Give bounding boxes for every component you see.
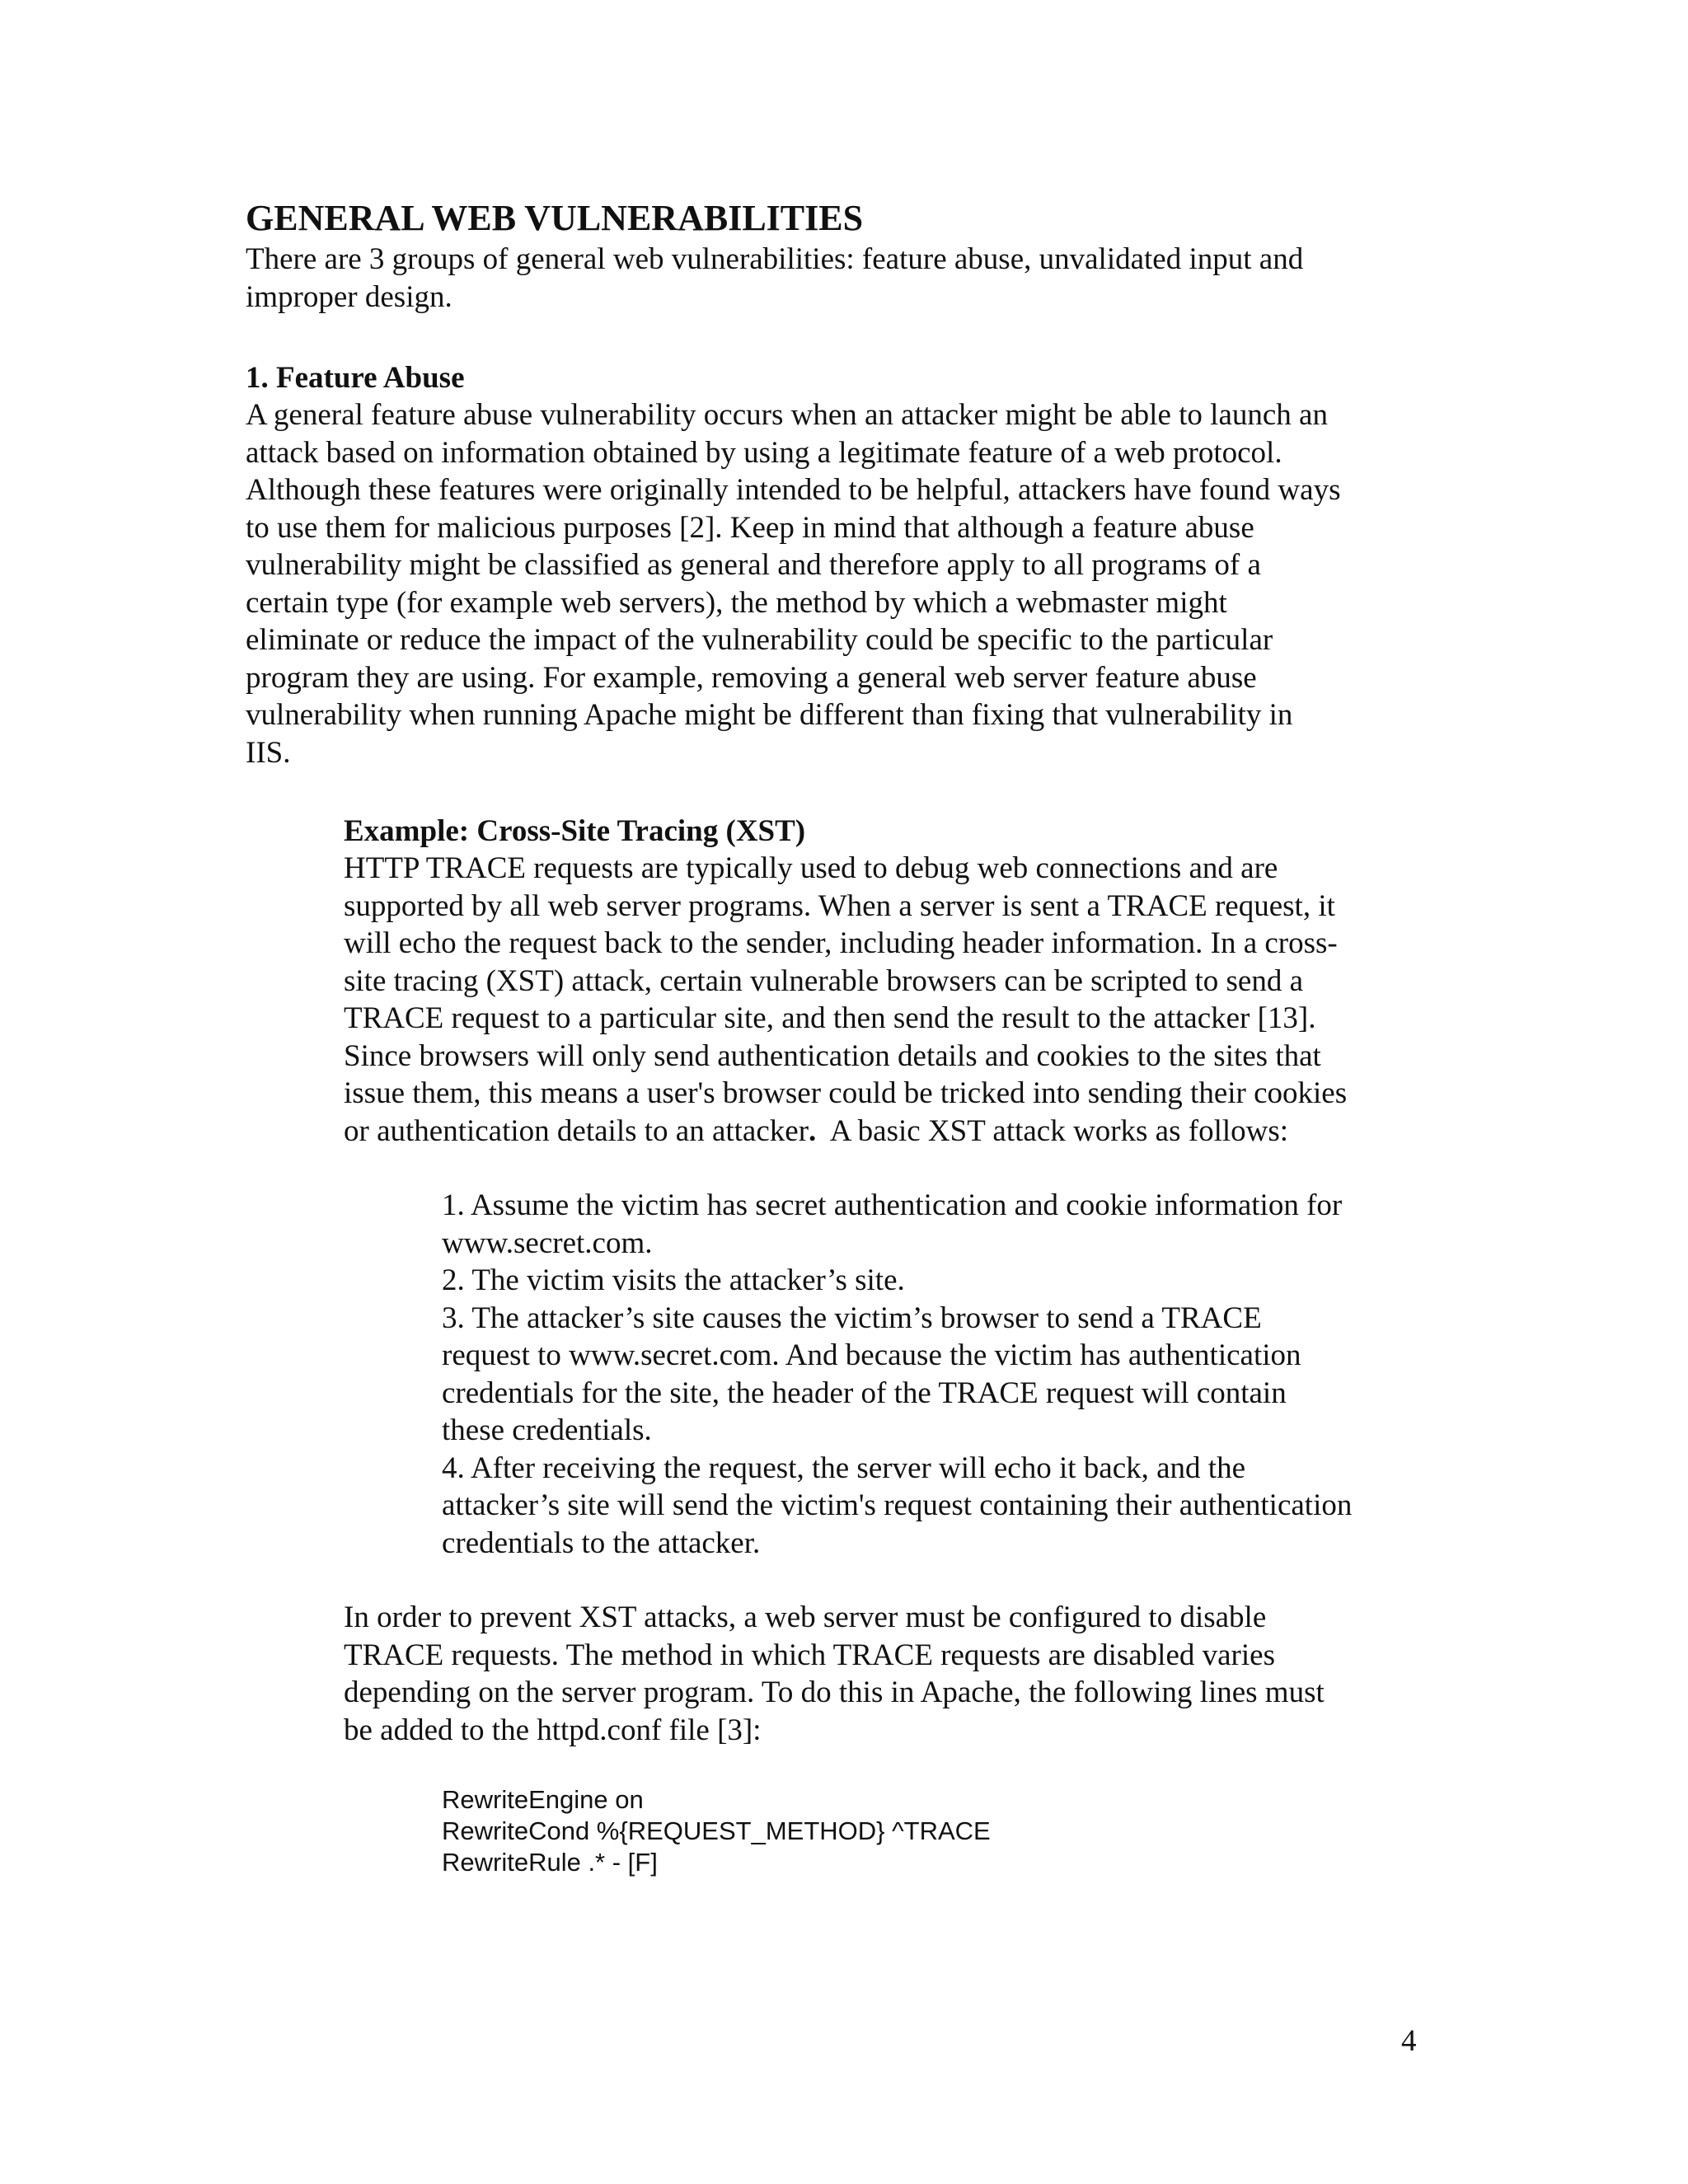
paragraph-line: vulnerability might be classified as general and therefore apply to all programs of a <box>246 548 1261 582</box>
page-number: 4 <box>1401 2024 1417 2058</box>
list-item: credentials for the site, the header of the TRACE request will contain <box>442 1376 1287 1410</box>
list-item: request to www.secret.com. And because the victim has authentication <box>442 1338 1301 1372</box>
apache-config-code-block <box>442 1784 991 1878</box>
intro-line: There are 3 groups of general web vulnerabilities: feature abuse, unvalidated input and <box>246 242 1304 276</box>
paragraph-line: IIS. <box>246 735 291 770</box>
intro-paragraph <box>246 241 1303 316</box>
list-item: 3. The attacker’s site causes the victim’s browser to send a TRACE <box>442 1301 1262 1335</box>
list-item: these credentials. <box>442 1413 652 1447</box>
paragraph-line: TRACE requests. The method in which TRACE requests are disabled varies <box>344 1638 1275 1672</box>
paragraph-line: Since browsers will only send authentication details and cookies to the sites that <box>344 1038 1321 1073</box>
example-paragraph <box>344 850 1347 1150</box>
code-line: RewriteRule .* - [F] <box>442 1848 658 1877</box>
paragraph-line: In order to prevent XST attacks, a web server must be configured to disable <box>344 1601 1267 1634</box>
paragraph-line: Although these features were originally intended to be helpful, attackers have found ways <box>246 473 1341 507</box>
prevention-paragraph <box>344 1599 1325 1749</box>
paragraph-line: vulnerability when running Apache might be different than fixing that vulnerability in <box>246 698 1293 732</box>
paragraph-line: certain type (for example web servers), the method by which a webmaster might <box>246 585 1227 620</box>
list-item: 4. After receiving the request, the server will echo it back, and the <box>442 1451 1245 1485</box>
paragraph-line <box>344 1113 1347 1151</box>
paragraph-line: depending on the server program. To do this in Apache, the following lines must <box>344 1675 1325 1709</box>
paragraph-line: supported by all web server programs. When a server is sent a TRACE request, it <box>344 888 1335 923</box>
intro-line: improper design. <box>246 279 452 314</box>
list-item: 2. The victim visits the attacker’s site. <box>442 1263 905 1297</box>
paragraph-line: attack based on information obtained by using a legitimate feature of a web protocol. <box>246 435 1282 470</box>
paragraph-line: issue them, this means a user's browser could be tricked into sending their cookies <box>344 1076 1348 1110</box>
paragraph-line: site tracing (XST) attack, certain vulnerable browsers can be scripted to send a <box>344 963 1304 998</box>
example-heading-xst: Example: Cross-Site Tracing (XST) <box>344 814 806 848</box>
list-item: credentials to the attacker. <box>442 1526 761 1560</box>
list-item: www.secret.com. <box>442 1226 653 1260</box>
paragraph-line: eliminate or reduce the impact of the vulnerability could be specific to the particular <box>246 623 1273 657</box>
page-heading: GENERAL WEB VULNERABILITIES <box>246 198 864 238</box>
section-heading-feature-abuse: 1. Feature Abuse <box>246 361 465 395</box>
bold-period: . <box>809 1113 817 1148</box>
list-item: attacker’s site will send the victim's request containing their authentication <box>442 1488 1353 1522</box>
paragraph-line: TRACE request to a particular site, and then send the result to the attacker [13]. <box>344 1001 1316 1035</box>
feature-abuse-paragraph <box>246 396 1340 771</box>
paragraph-line: HTTP TRACE requests are typically used to debug web connections and are <box>344 851 1278 885</box>
paragraph-line: will echo the request back to the sender, including header information. In a cross- <box>344 926 1338 960</box>
attack-steps-list <box>442 1187 1352 1562</box>
paragraph-line: be added to the httpd.conf file [3]: <box>344 1713 762 1747</box>
paragraph-line: A general feature abuse vulnerability occurs when an attacker might be able to launch an <box>246 398 1328 432</box>
code-line: RewriteCond %{REQUEST_METHOD} ^TRACE <box>442 1816 991 1845</box>
line-text: A basic XST attack works as follows: <box>816 1113 1289 1148</box>
paragraph-line: to use them for malicious purposes [2]. Keep in mind that although a feature abuse <box>246 510 1254 545</box>
list-item: 1. Assume the victim has secret authentication and cookie information for <box>442 1188 1343 1222</box>
line-text: or authentication details to an attacker <box>344 1113 809 1148</box>
code-line: RewriteEngine on <box>442 1785 644 1814</box>
paragraph-line: program they are using. For example, removing a general web server feature abuse <box>246 660 1257 695</box>
